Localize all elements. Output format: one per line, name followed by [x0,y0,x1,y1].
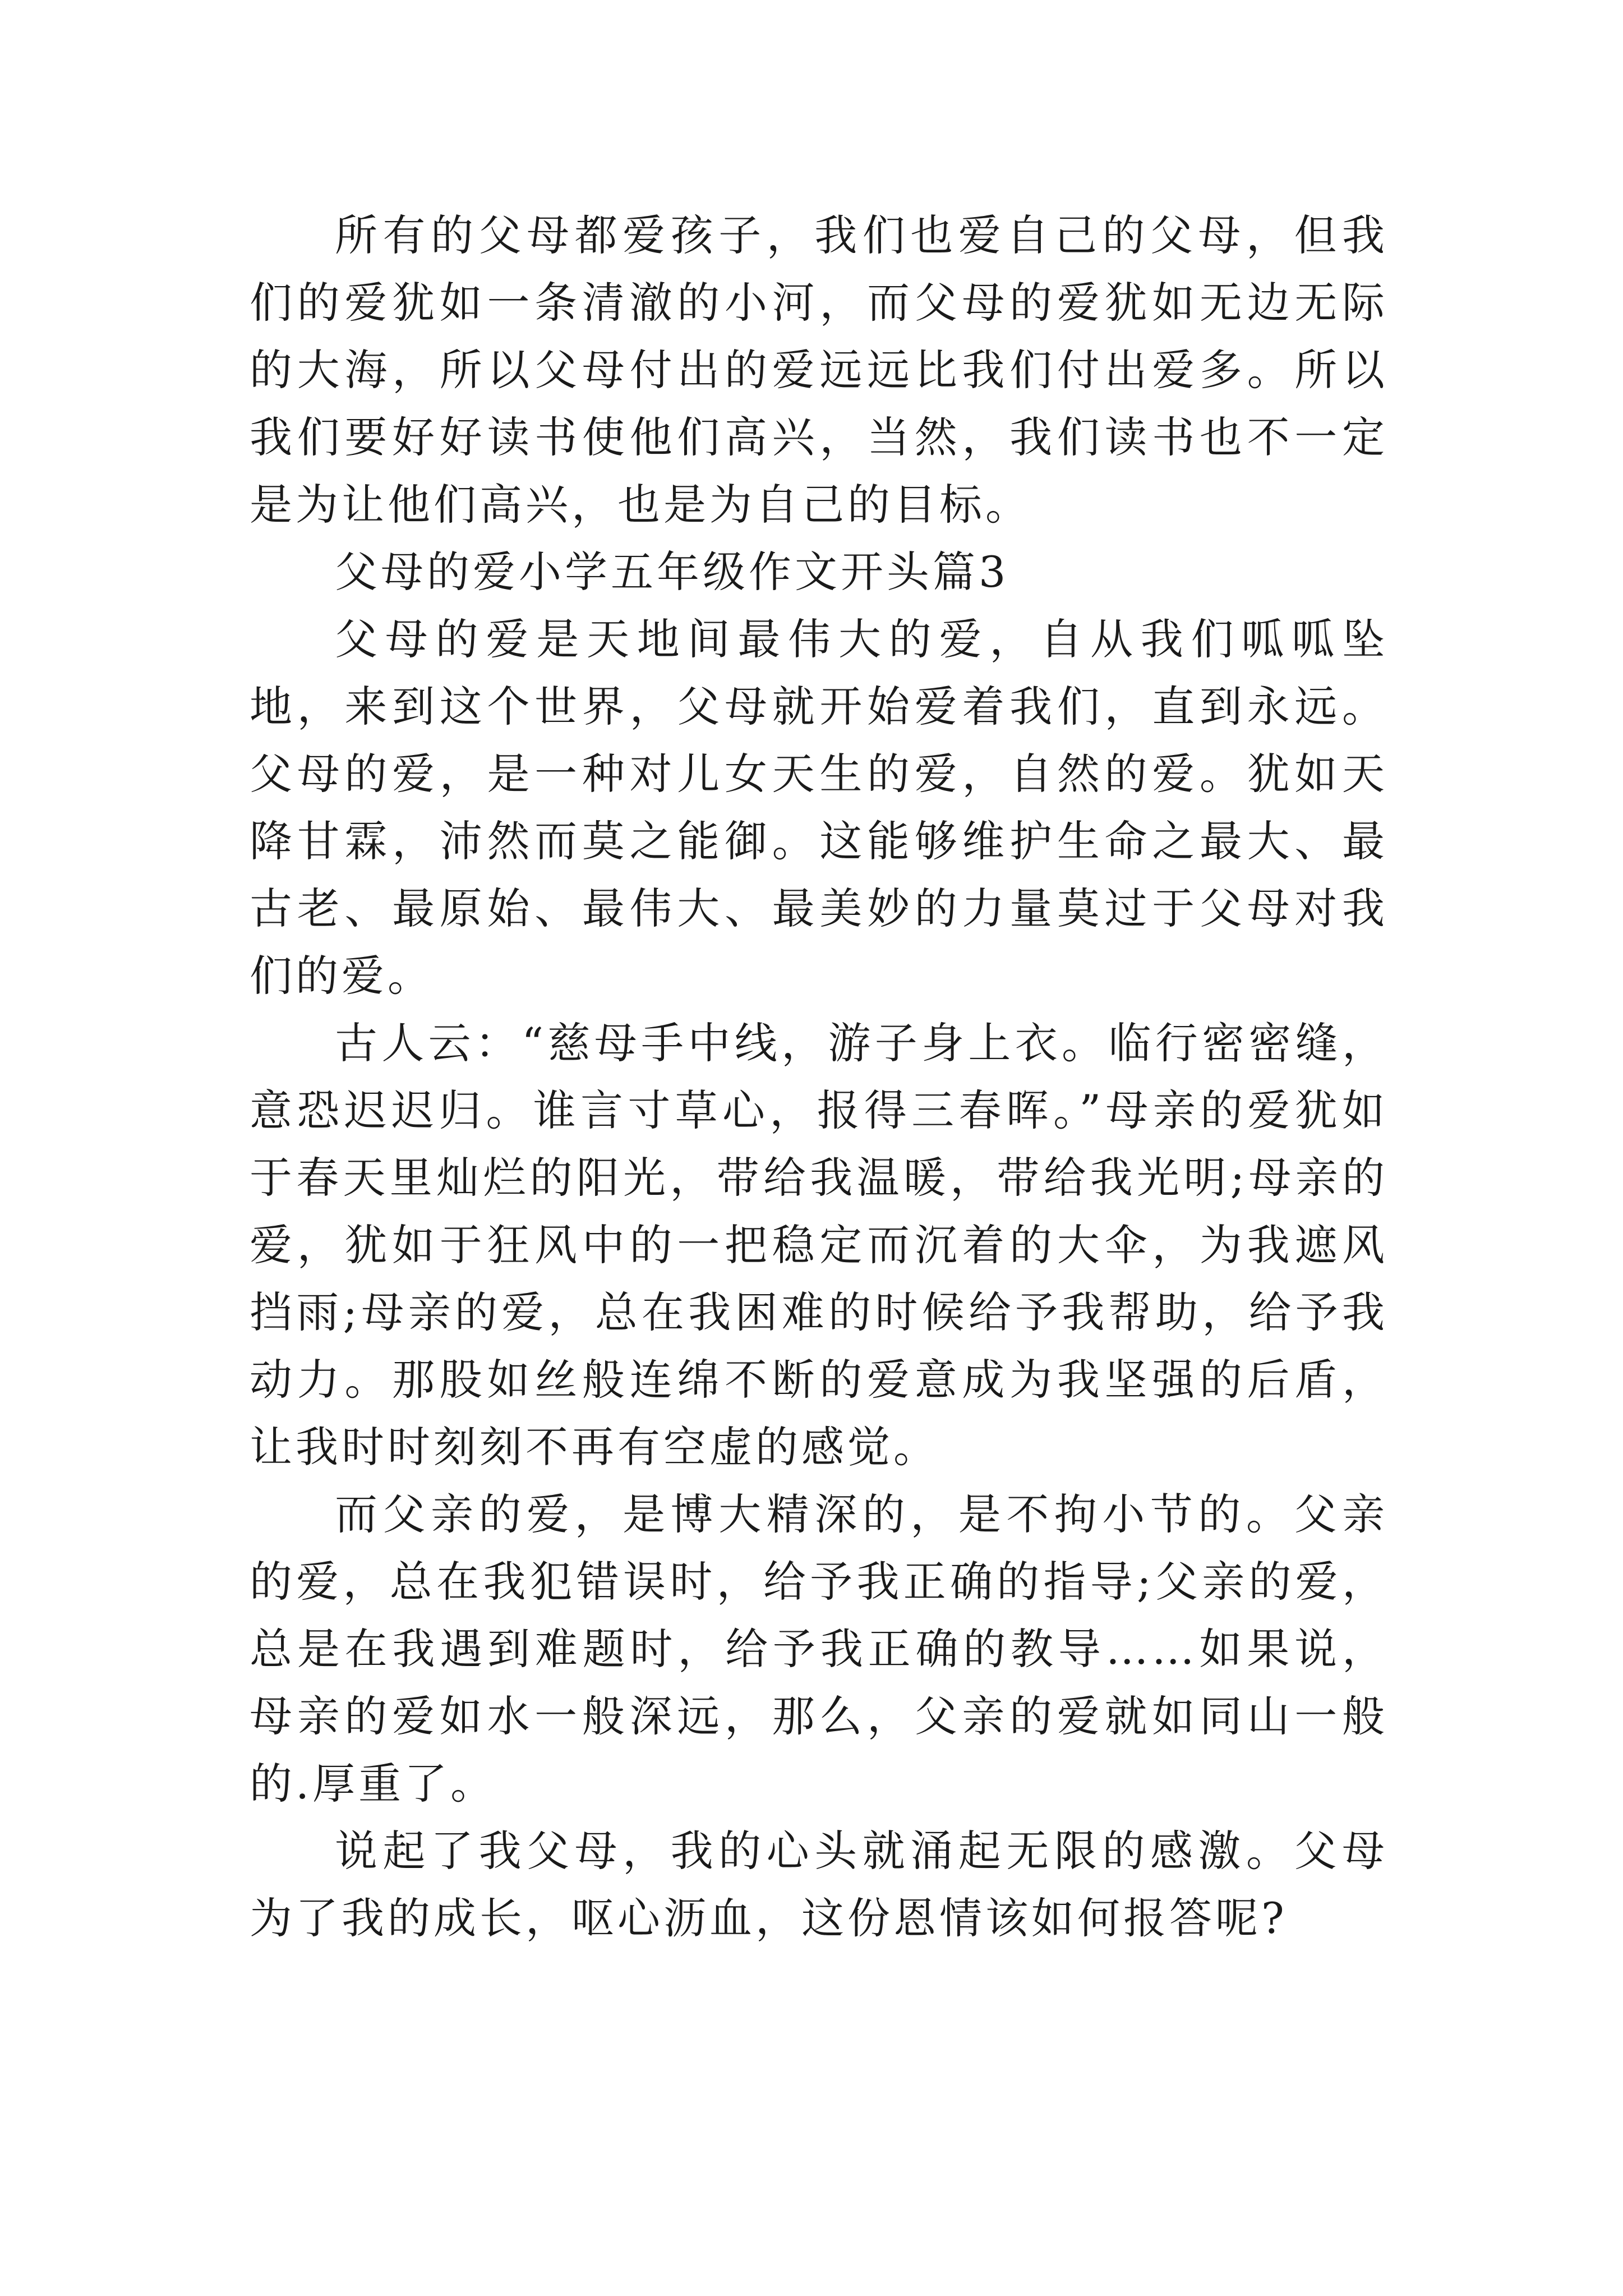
paragraph-5: 说起了我父母，我的心头就涌起无限的感激。父母为了我的成长，呕心沥血，这份恩情该如何报答呢? [250,1826,1388,1943]
section-heading: 父母的爱小学五年级作文开头篇3 [335,547,1009,597]
paragraph-4: 而父亲的爱，是博大精深的，是不拘小节的。父亲的爱，总在我犯错误时，给予我正确的指导;父亲的爱，总是在我遇到难题时，给予我正确的教导……如果说，母亲的爱如水一般深远，那么，父亲的爱就如同山一般的.厚重了。 [250,1489,1388,1809]
paragraph-1: 所有的父母都爱孩子，我们也爱自己的父母，但我们的爱犹如一条清澈的小河，而父母的爱犹如无边无际的大海，所以父母付出的爱远远比我们付出爱多。所以我们要好好读书使他们高兴，当然，我们读书也不一定是为让他们高兴，也是为自己的目标。 [250,210,1388,530]
paragraph-2: 父母的爱是天地间最伟大的爱，自从我们呱呱坠地，来到这个世界，父母就开始爱着我们，直到永远。父母的爱，是一种对儿女天生的爱，自然的爱。犹如天降甘霖，沛然而莫之能御。这能够维护生命之最大、最古老、最原始、最伟大、最美妙的力量莫过于父母对我们的爱。 [250,614,1388,1001]
paragraph-3: 古人云：“慈母手中线，游子身上衣。临行密密缝，意恐迟迟归。谁言寸草心，报得三春晖。”母亲的爱犹如于春天里灿烂的阳光，带给我温暖，带给我光明;母亲的爱，犹如于狂风中的一把稳定而沉着的大伞，为我遮风挡雨;母亲的爱，总在我困难的时候给予我帮助，给予我动力。那股如丝般连绵不断的爱意成为我坚强的后盾，让我时时刻刻不再有空虚的感觉。 [250,1018,1388,1472]
document-body [250,202,1388,1952]
